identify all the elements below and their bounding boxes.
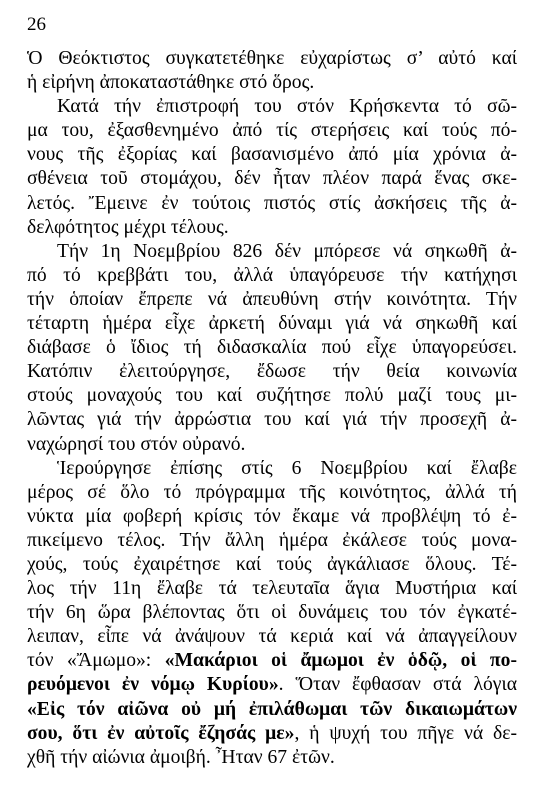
text-line: ρευόμενοι ἐν νόμῳ Κυρίου». Ὅταν ἔφθασαν στά λόγια	[27, 674, 517, 696]
paragraph-4	[27, 457, 517, 770]
text-line: τήν ὁποίαν ἔπρεπε νά ἀπευθύνη στήν κοινότητα. Τήν	[27, 288, 517, 310]
text-line: Τήν 1η Νοεμβρίου 826 δέν μπόρεσε νά σηκωθῆ ἀ-	[57, 240, 517, 262]
text-line: Ἱερούργησε ἐπίσης στίς 6 Νοεμβρίου καί ἔλαβε	[57, 457, 517, 479]
body-text	[27, 47, 517, 770]
text-line: μα του, ἐξασθενημένο ἀπό τίς στερήσεις καί τούς πό-	[27, 120, 517, 142]
text-line: τέταρτη ἡμέρα εἶχε ἀρκετή δύναμι γιά νά σηκωθῆ καί	[27, 313, 517, 335]
text-line: λετός. Ἔμεινε ἐν τούτοις πιστός στίς ἀσκήσεις τῆς ἀ-	[27, 192, 517, 214]
text-line: σθένεια τοῦ στομάχου, δέν ἦταν πλέον παρά ἕνας σκε-	[27, 168, 517, 190]
text-line: τόν «Ἄμωμο»: «Μακάριοι οἱ ἄμωμοι ἐν ὁδῷ, οἱ πο-	[27, 650, 517, 672]
text-line: νους τῆς ἐξορίας καί βασανισμένο ἀπό μία χρόνια ἀ-	[27, 144, 517, 166]
text-line: Κατά τήν ἐπιστροφή του στόν Κρήσκεντα τό σῶ-	[57, 96, 517, 118]
text-line: ἡ εἰρήνη ἀποκαταστάθηκε στό ὅρος.	[27, 72, 315, 94]
paragraph-1	[27, 47, 517, 95]
text-line: διάβασε ὁ ἴδιος τή διδασκαλία πού εἶχε ὑπαγορεύσει.	[27, 337, 517, 359]
text-line: δελφότητος μέχρι τέλους.	[27, 216, 229, 238]
text-line: Κατόπιν ἐλειτούργησε, ἔδωσε τήν θεία κοινωνία	[27, 361, 517, 383]
text-line: χούς, τούς ἐχαιρέτησε καί τούς ἀγκάλιασε ὅλους. Τέ-	[27, 553, 517, 575]
text-line: σου, ὅτι ἐν αὐτοῖς ἔζησάς με», ἡ ψυχή του πῆγε νά δε-	[27, 722, 517, 744]
text-line: στούς μοναχούς του καί συζήτησε πολύ μαζί τους μι-	[27, 385, 517, 407]
text-line: πικείμενο τέλος. Τήν ἄλλη ἡμέρα ἐκάλεσε τούς μονα-	[27, 529, 517, 551]
text-line: τήν 6η ὥρα βλέποντας ὅτι οἱ δυνάμεις του τόν ἐγκατέ-	[27, 602, 517, 624]
text-line: λος τήν 11η ἔλαβε τά τελευταῖα ἅγια Μυστήρια καί	[27, 578, 517, 600]
text-line: ναχώρησί του στόν οὐρανό.	[27, 433, 246, 455]
text-line: πό τό κρεββάτι του, ἀλλά ὑπαγόρευσε τήν κατήχησι	[27, 264, 517, 286]
text-line: νύκτα μία φοβερή κρίσις τόν ἔκαμε νά προβλέψη τό ἐ-	[27, 505, 517, 527]
text-line: μέρος σέ ὅλο τό πρόγραμμα τῆς κοινότητος, ἀλλά τή	[27, 481, 517, 503]
text-line: λειπαν, εἶπε νά ἀνάψουν τά κεριά καί νά ἀπαγγείλουν	[27, 626, 517, 648]
paragraph-2	[27, 95, 517, 240]
page-number: 26	[27, 14, 46, 35]
text-line: «Εἰς τόν αἰῶνα οὐ μή ἐπιλάθωμαι τῶν δικαιωμάτων	[27, 698, 517, 720]
paragraph-3	[27, 240, 517, 457]
text-line: Ὁ Θεόκτιστος συγκατετέθηκε εὐχαρίστως σ’ αὐτό καί	[27, 48, 517, 69]
text-line: λῶντας γιά τήν ἀρρώστια του καί γιά τήν προσεχῆ ἀ-	[27, 409, 517, 431]
text-line: χθῆ τήν αἰώνια ἀμοιβή. Ἦταν 67 ἐτῶν.	[27, 746, 335, 768]
